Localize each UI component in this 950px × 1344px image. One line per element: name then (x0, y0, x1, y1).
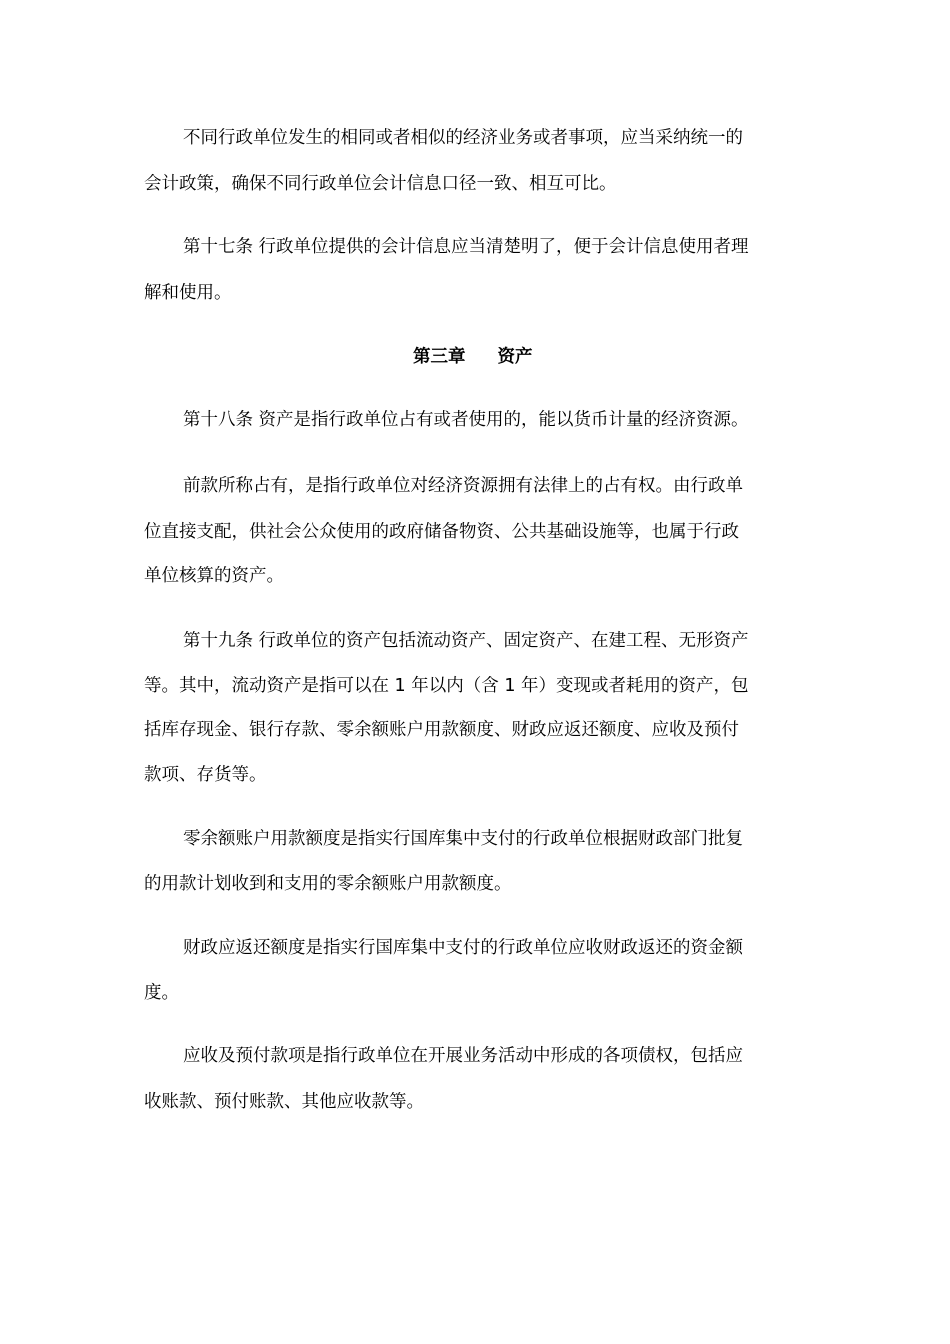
article-line: 收账款、预付账款、其他应收款等。 (144, 1092, 424, 1112)
article-line: 前款所称占有，是指行政单位对经济资源拥有法律上的占有权。由行政单 (183, 476, 743, 496)
article-line: 零余额账户用款额度是指实行国库集中支付的行政单位根据财政部门批复 (183, 829, 743, 849)
paragraph-line: 不同行政单位发生的相同或者相似的经济业务或者事项，应当采纳统一的 (183, 128, 743, 148)
paragraph-line: 会计政策，确保不同行政单位会计信息口径一致、相互可比。 (144, 174, 617, 194)
article-line: 等。其中，流动资产是指可以在 1 年以内（含 1 年）变现或者耗用的资产，包 (144, 676, 749, 696)
article-line: 位直接支配，供社会公众使用的政府储备物资、公共基础设施等，也属于行政 (144, 522, 739, 542)
article-line: 的用款计划收到和支用的零余额账户用款额度。 (144, 874, 512, 894)
article-line: 款项、存货等。 (144, 765, 267, 785)
paragraph-line: 第十七条 行政单位提供的会计信息应当清楚明了，便于会计信息使用者理 (183, 237, 749, 257)
article-line: 度。 (144, 983, 179, 1003)
article-line: 财政应返还额度是指实行国库集中支付的行政单位应收财政返还的资金额 (183, 938, 743, 958)
chapter-heading (413, 344, 533, 370)
article-line: 括库存现金、银行存款、零余额账户用款额度、财政应返还额度、应收及预付 (144, 720, 739, 740)
chapter-number: 第三章 (413, 347, 466, 367)
article-line: 应收及预付款项是指行政单位在开展业务活动中形成的各项债权，包括应 (183, 1046, 743, 1066)
article-line: 第十九条 行政单位的资产包括流动资产、固定资产、在建工程、无形资产 (183, 631, 749, 651)
paragraph-line: 解和使用。 (144, 283, 232, 303)
chapter-title: 资产 (497, 347, 533, 367)
article-line: 单位核算的资产。 (144, 566, 284, 586)
article-line: 第十八条 资产是指行政单位占有或者使用的，能以货币计量的经济资源。 (183, 410, 749, 430)
